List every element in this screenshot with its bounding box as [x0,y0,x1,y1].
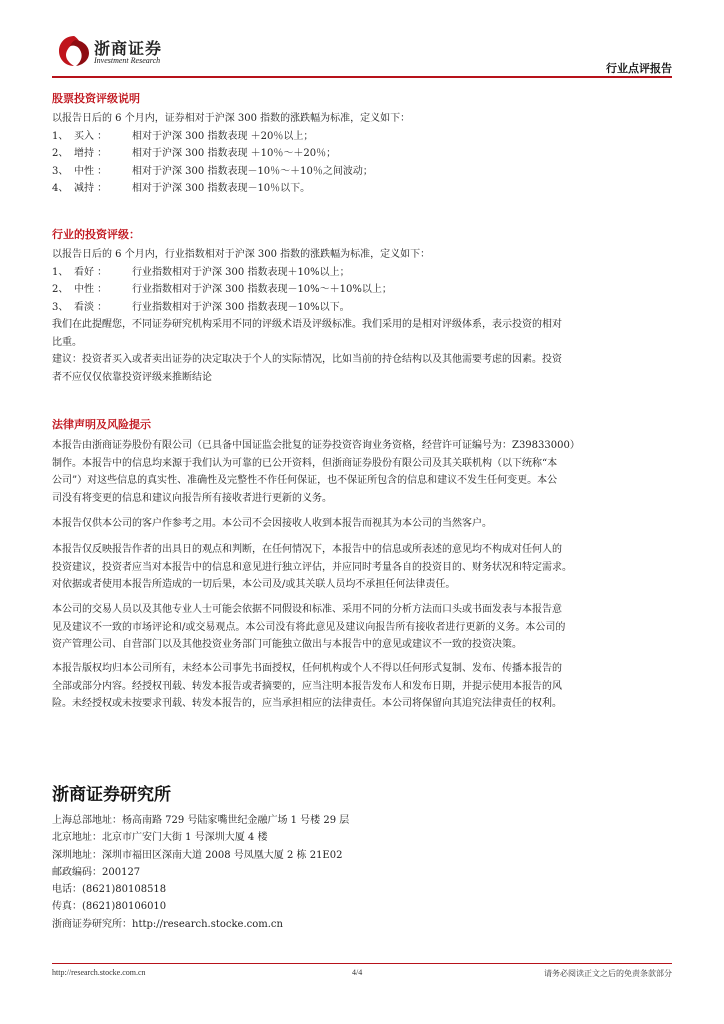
contact-fax: 传真：(8621)80106010 [52,901,167,913]
list-item: 1、 看好 ： 行业指数相对于沪深 300 指数表现＋10%以上； [52,266,350,278]
contact-postcode: 邮政编码：200127 [52,866,141,878]
legal-paragraph-5: 本报告版权均归本公司所有，未经本公司事先书面授权，任何机构或个人不得以任何形式复制、发布、传播本报告的 全部或部分内容。经授权刊载、转发本报告或者摘要的，应当注明本报告发布人和发布日期，并提示使用本报告的风 险。未经授权或未按要求刊载、转发本报告的，应当承担相应的法律责任。本公司将保留向其追究法律责任的权利。 [52,663,562,709]
stock-rating-list [52,110,410,198]
legal-paragraph-3: 本报告仅反映报告作者的出具日的观点和判断，在任何情况下，本报告中的信息或所表述的意见均不构成对任何人的 投资建议，投资者应当对本报告中的信息和意见进行独立评估，并应同时考量各自的投资目的、财务状况和特定需求。 对依据或者使用本报告所造成的一切后果，本公司及/或其关联人员均不承担任何法律责任。 [52,544,572,590]
rating-note-line: 我们在此提醒您，不同证券研究机构采用不同的评级术语及评级标准。我们采用的是相对评级体系，表示投资的相对 [52,319,562,330]
list-item: 4、 减持 ： 相对于沪深 300 指数表现－10％以下。 [52,183,311,194]
page-number: 4/4 [352,968,363,977]
contact-phone: 电话：(8621)80108518 [52,884,167,896]
contact-address-shanghai: 上海总部地址：杨高南路 729 号陆家嘴世纪金融广场 1 号楼 29 层 [52,815,350,826]
industry-rating-list [52,246,562,386]
footer-url-link[interactable]: http://research.stocke.com.cn [52,968,146,977]
footer-disclaimer: 请务必阅读正文之后的免责条款部分 [544,969,672,978]
legal-paragraph-1: 本报告由浙商证券股份有限公司（已具备中国证监会批复的证券投资咨询业务资格，经营许可证编号为：Z39833000） 制作。本报告中的信息均来源于我们认为可靠的已公开资料，但浙商证券股份有限公司及其关联机构（以下统称“本 公司”）对这些信息的真实性、准确性及完整性不作任何保证，也不保证所包含的信息和建议不发生任何变更。本公 司没有将变更的信息和建议向报告所有接收者进行更新的义务。 [52,440,580,504]
list-item: 3、 中性 ： 相对于沪深 300 指数表现－10％～＋10％之间波动； [52,165,373,177]
footer-divider [52,963,672,964]
list-item: 2、 增持 ： 相对于沪深 300 指数表现 ＋10％～＋20％； [52,148,337,159]
institute-name: 浙商证券研究所 [52,785,171,805]
report-type-label: 行业点评报告 [606,62,672,75]
logo-text-cn: 浙商证券 [94,39,163,58]
company-logo [56,34,196,70]
list-item: 1、 买入 ： 相对于沪深 300 指数表现 ＋20％以上； [52,130,314,142]
advice-line: 者不应仅仅依靠投资评级来推断结论 [52,371,212,383]
list-item: 3、 看淡 ： 行业指数相对于沪深 300 指数表现－10%以下。 [52,301,350,313]
legal-title: 法律声明及风险提示 [52,418,151,431]
logo-text-en: Investment Research [94,56,161,65]
contact-address-shenzhen: 深圳地址：深圳市福田区深南大道 2008 号凤凰大厦 2 栋 21E02 [52,849,343,861]
legal-paragraph-2: 本报告仅供本公司的客户作参考之用。本公司不会因接收人收到本报告而视其为本公司的当然客户。 [52,518,492,529]
contact-website: 浙商证券研究所：http://research.stocke.com.cn [52,918,283,930]
zheshang-logo-icon [56,34,92,68]
legal-paragraph-4: 本公司的交易人员以及其他专业人士可能会依据不同假设和标准、采用不同的分析方法而口头或书面发表与本报告意 见及建议不一致的市场评论和/或交易观点。本公司没有将此意见及建议向报告所有接收者进行更新的义务。本公司的 资产管理公司、自营部门以及其他投资业务部门可能独立做出与本报告中的意见或建议不一致的投资决策。 [52,604,566,650]
contact-address-beijing: 北京地址：北京市广安门大街 1 号深圳大厦 4 楼 [52,832,268,844]
stock-rating-intro: 以报告日后的 6 个月内，证券相对于沪深 300 指数的涨跌幅为标准，定义如下： [52,113,411,124]
advice-line: 建议：投资者买入或者卖出证券的决定取决于个人的实际情况，比如当前的持仓结构以及其他需要考虑的因素。投资 [52,354,562,365]
list-item: 2、 中性 ： 行业指数相对于沪深 300 指数表现－10%～＋10%以上； [52,284,392,295]
industry-rating-title: 行业的投资评级： [52,228,140,241]
institute-contacts [52,812,349,933]
stock-rating-title: 股票投资评级说明 [52,92,140,105]
rating-note-line: 比重。 [52,336,82,348]
industry-rating-intro: 以报告日后的 6 个月内，行业指数相对于沪深 300 指数的涨跌幅为标准，定义如下： [52,249,431,260]
header-divider [52,76,672,78]
